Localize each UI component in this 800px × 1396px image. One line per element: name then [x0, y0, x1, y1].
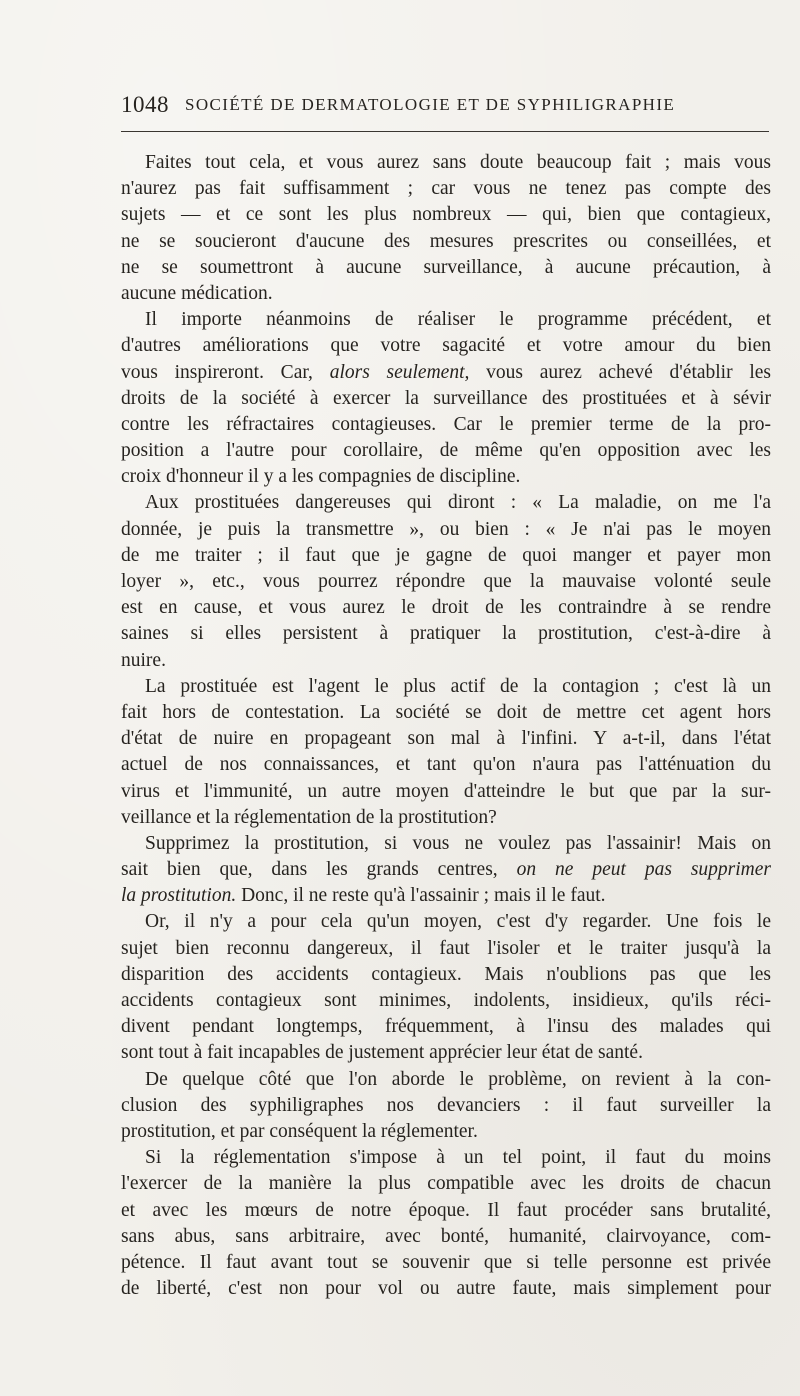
- text-line: de me traiter ; il faut que je gagne de quoi manger et payer mon: [121, 544, 771, 566]
- text-line: l'exercer de la manière la plus compatible avec les droits de chacun: [121, 1173, 771, 1195]
- emphasis-text: alors seulement,: [329, 361, 470, 383]
- text-line: Si la réglementation s'impose à un tel point, il faut du moins: [145, 1147, 771, 1169]
- page-number: 1048: [121, 92, 169, 117]
- text-line-mixed: [121, 883, 771, 909]
- text-line: et avec les mœurs de notre époque. Il faut procéder sans brutalité,: [121, 1199, 771, 1221]
- text-line: ne se soumettront à aucune surveillance, à aucune précaution, à: [121, 256, 771, 278]
- text-line: sont tout à fait incapables de justement apprécier leur état de santé.: [121, 1042, 643, 1064]
- text-segment: sait bien que, dans les grands centres,: [121, 859, 498, 881]
- text-line: croix d'honneur il y a les compagnies de discipline.: [121, 466, 521, 488]
- text-line: Or, il n'y a pour cela qu'un moyen, c'est d'y regarder. Une fois le: [145, 911, 771, 933]
- text-line: n'aurez pas fait suffisamment ; car vous ne tenez pas compte des: [121, 178, 771, 200]
- text-line-mixed: [121, 360, 771, 386]
- text-line: pétence. Il faut avant tout se souvenir que si telle personne est privée: [121, 1251, 771, 1273]
- text-line: nuire.: [121, 649, 166, 671]
- text-line: virus et l'immunité, un autre moyen d'atteindre le but que par la sur-: [121, 780, 771, 802]
- text-line: est en cause, et vous aurez le droit de les contraindre à se rendre: [121, 597, 771, 619]
- text-line: position a l'autre pour corollaire, de même qu'en opposition avec les: [121, 440, 771, 462]
- text-line: divent pendant longtemps, fréquemment, à l'insu des malades qui: [121, 1016, 771, 1038]
- text-line: La prostituée est l'agent le plus actif de la contagion ; c'est là un: [145, 675, 771, 697]
- text-line: sans abus, sans arbitraire, avec bonté, humanité, clairvoyance, com-: [121, 1225, 771, 1247]
- text-segment: Donc, il ne reste qu'à l'assainir ; mais il le faut.: [241, 885, 606, 907]
- text-line: loyer », etc., vous pourrez répondre que la mauvaise volonté seule: [121, 571, 771, 592]
- text-line: actuel de nos connaissances, et tant qu'on n'aura pas l'atténuation du: [121, 754, 771, 776]
- text-line: fait hors de contestation. La société se doit de mettre cet agent hors: [121, 701, 771, 723]
- text-line: Il importe néanmoins de réaliser le programme précédent, et: [145, 309, 771, 331]
- text-line: sujet bien reconnu dangereux, il faut l'isoler et le traiter jusqu'à la: [121, 937, 771, 959]
- text-line: disparition des accidents contagieux. Mais n'oublions pas que les: [121, 963, 771, 985]
- text-line: clusion des syphiligraphes nos devanciers : il faut surveiller la: [121, 1094, 771, 1116]
- text-segment: vous inspireront. Car,: [121, 361, 313, 383]
- text-line: saines si elles persistent à pratiquer la prostitution, c'est-à-dire à: [121, 623, 771, 645]
- text-line: sujets — et ce sont les plus nombreux — qui, bien que contagieux,: [121, 204, 771, 226]
- text-line: accidents contagieux sont minimes, indolents, insidieux, qu'ils réci-: [121, 990, 771, 1011]
- text-line: contre les réfractaires contagieuses. Car le premier terme de la pro-: [121, 413, 771, 435]
- text-line: d'état de nuire en propageant son mal à l'infini. Y a-t-il, dans l'état: [121, 728, 771, 750]
- running-header: [121, 92, 769, 122]
- text-segment: vous aurez achevé d'établir les: [486, 361, 771, 383]
- text-line: De quelque côté que l'on aborde le problème, on revient à la con-: [145, 1068, 771, 1090]
- text-line: Aux prostituées dangereuses qui diront : « La maladie, on me l'a: [145, 492, 771, 514]
- text-line: droits de la société à exercer la surveillance des prostituées et à sévir: [121, 387, 771, 409]
- text-line: Faites tout cela, et vous aurez sans doute beaucoup fait ; mais vous: [145, 152, 771, 173]
- text-line: ne se soucieront d'aucune des mesures prescrites ou conseillées, et: [121, 230, 771, 252]
- text-line: d'autres améliorations que votre sagacité et votre amour du bien: [121, 335, 771, 357]
- emphasis-text: la prostitution.: [121, 885, 237, 907]
- text-line: aucune médication.: [121, 282, 273, 304]
- text-line: Supprimez la prostitution, si vous ne voulez pas l'assainir! Mais on: [145, 832, 771, 854]
- text-line-mixed: [121, 857, 771, 883]
- emphasis-text: on ne peut pas supprimer: [516, 859, 771, 881]
- text-line: veillance et la réglementation de la prostitution?: [121, 806, 497, 828]
- running-title: SOCIÉTÉ DE DERMATOLOGIE ET DE SYPHILIGRAPHIE: [185, 95, 676, 114]
- text-line: donnée, je puis la transmettre », ou bien : « Je n'ai pas le moyen: [121, 518, 771, 540]
- header-rule: [121, 131, 769, 132]
- text-line: de liberté, c'est non pour vol ou autre faute, mais simplement pour: [121, 1278, 771, 1300]
- text-line: prostitution, et par conséquent la réglementer.: [121, 1120, 478, 1142]
- body-text: [121, 150, 771, 1302]
